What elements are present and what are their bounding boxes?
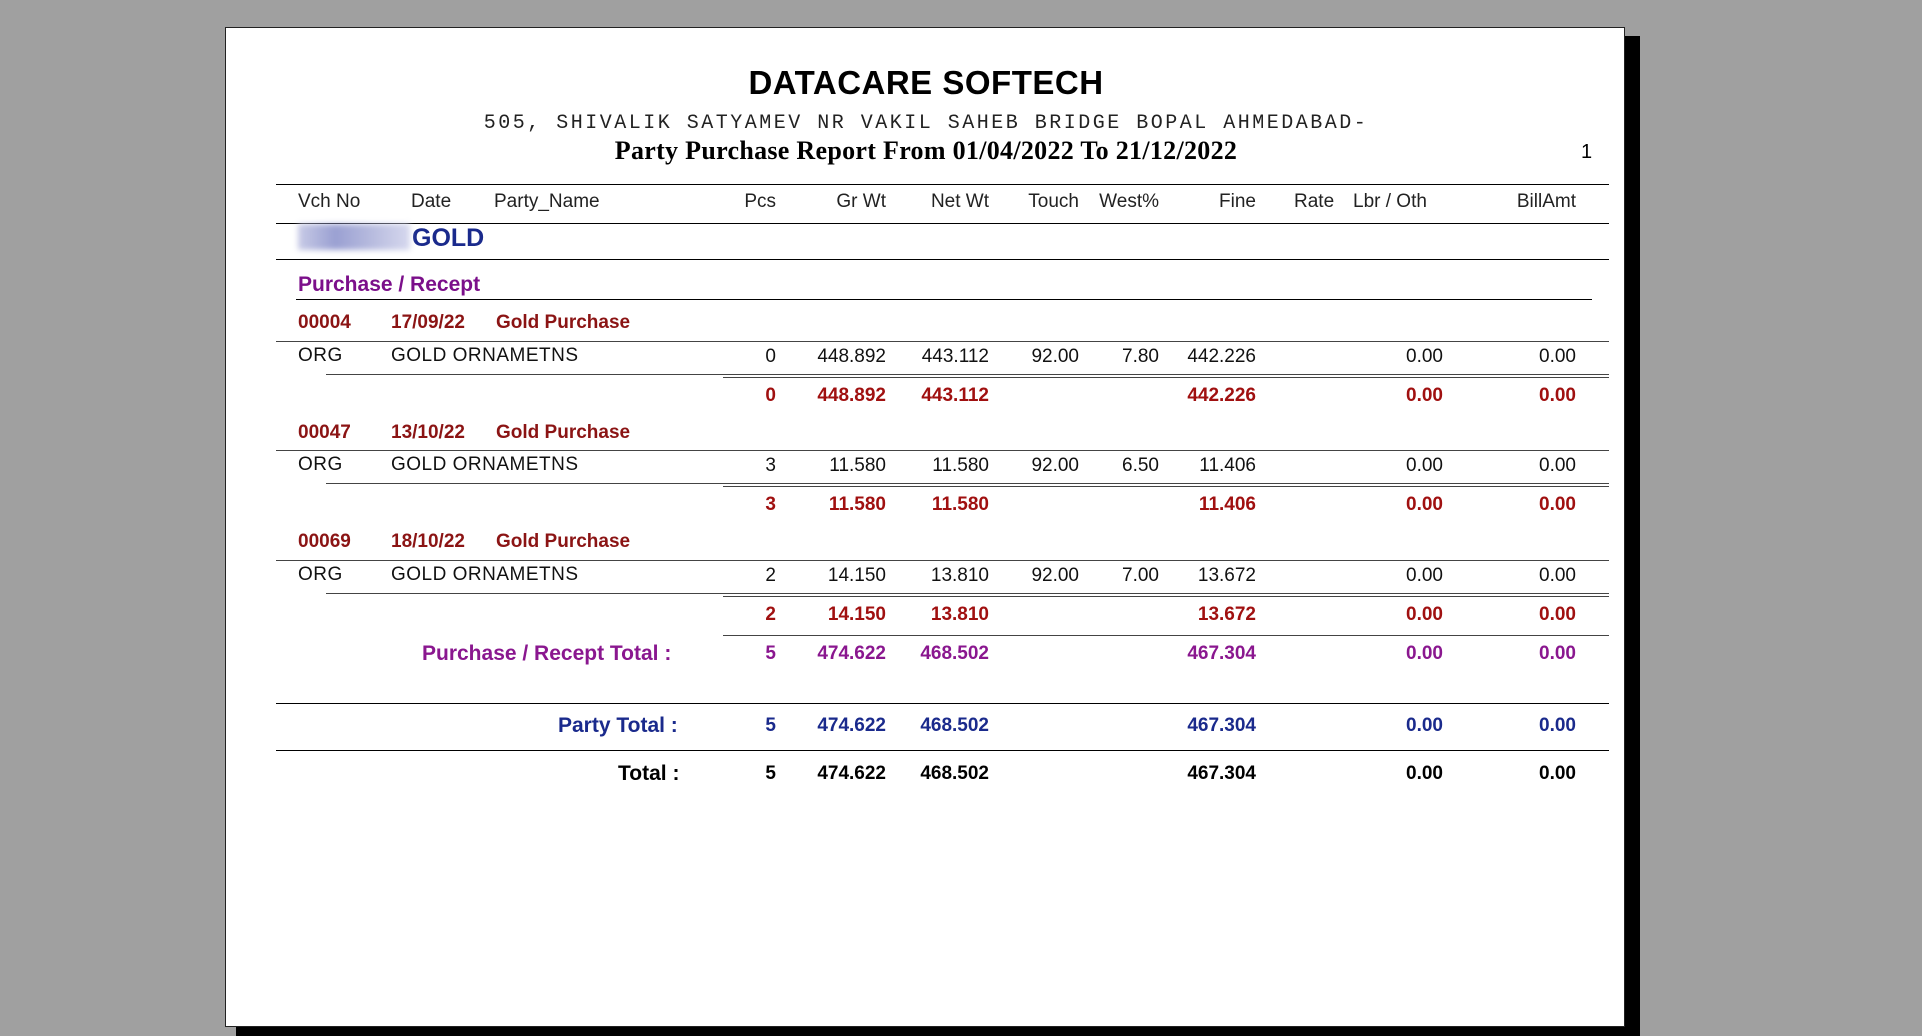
col-west: West% bbox=[1099, 191, 1159, 212]
item-fine: 13.672 bbox=[1197, 565, 1256, 586]
subtotal-lbr-oth: 0.00 bbox=[1406, 494, 1443, 515]
item-pcs: 3 bbox=[765, 455, 776, 476]
redacted-name bbox=[298, 224, 410, 250]
subtotal-net-wt: 11.580 bbox=[931, 494, 989, 515]
item-bill-amt: 0.00 bbox=[1539, 346, 1576, 367]
grand-total-net-wt: 468.502 bbox=[920, 763, 989, 784]
group-total-gr-wt: 474.622 bbox=[817, 643, 886, 664]
subtotal-gr-wt: 11.580 bbox=[828, 494, 886, 515]
subtotal-pcs: 3 bbox=[765, 494, 776, 515]
item-touch: 92.00 bbox=[1031, 565, 1079, 586]
item-code: ORG bbox=[298, 454, 343, 475]
party-name-suffix: GOLD bbox=[412, 224, 485, 252]
subtotal-rule bbox=[723, 596, 1609, 597]
item-name: GOLD ORNAMETNS bbox=[391, 564, 579, 585]
item-name: GOLD ORNAMETNS bbox=[391, 345, 579, 366]
subtotal-rule bbox=[723, 377, 1609, 378]
subtotal-fine: 13.672 bbox=[1197, 604, 1256, 625]
item-name: GOLD ORNAMETNS bbox=[391, 454, 579, 475]
group-total-label: Purchase / Recept Total : bbox=[422, 642, 672, 665]
item-touch: 92.00 bbox=[1031, 455, 1079, 476]
item-net-wt: 13.810 bbox=[930, 565, 989, 586]
item-fine: 11.406 bbox=[1199, 455, 1256, 476]
report-page bbox=[225, 27, 1625, 1027]
voucher-date: 13/10/22 bbox=[391, 422, 465, 443]
item-pcs: 0 bbox=[765, 346, 776, 367]
col-date: Date bbox=[411, 191, 452, 212]
subtotal-net-wt: 443.112 bbox=[921, 385, 989, 406]
voucher-rule bbox=[276, 560, 1609, 561]
col-fine: Fine bbox=[1219, 191, 1256, 212]
party-name bbox=[298, 224, 484, 253]
item-west: 7.00 bbox=[1122, 565, 1159, 586]
voucher-number: 00047 bbox=[298, 422, 351, 443]
grand-total-gr-wt: 474.622 bbox=[817, 763, 886, 784]
subtotal-gr-wt: 14.150 bbox=[827, 604, 886, 625]
grand-total-fine: 467.304 bbox=[1187, 763, 1256, 784]
voucher-rule bbox=[276, 341, 1609, 342]
item-net-wt: 443.112 bbox=[921, 346, 989, 367]
group-total-lbr-oth: 0.00 bbox=[1406, 643, 1443, 664]
party-total-gr-wt: 474.622 bbox=[817, 715, 886, 736]
subtotal-gr-wt: 448.892 bbox=[817, 385, 886, 406]
subtotal-bill-amt: 0.00 bbox=[1539, 604, 1576, 625]
party-rule bbox=[276, 259, 1609, 260]
item-bill-amt: 0.00 bbox=[1539, 565, 1576, 586]
grand-total-label: Total : bbox=[618, 762, 680, 785]
subtotal-rule bbox=[723, 486, 1609, 487]
party-total-label: Party Total : bbox=[558, 714, 678, 737]
subtotal-pcs: 2 bbox=[765, 604, 776, 625]
item-west: 7.80 bbox=[1122, 346, 1159, 367]
group-total-rule bbox=[723, 635, 1609, 636]
subtotal-bill-amt: 0.00 bbox=[1539, 494, 1576, 515]
group-rule bbox=[296, 299, 1592, 300]
item-lbr-oth: 0.00 bbox=[1406, 565, 1443, 586]
item-rule bbox=[326, 593, 1609, 594]
subtotal-fine: 442.226 bbox=[1187, 385, 1256, 406]
grand-total-pcs: 5 bbox=[765, 763, 776, 784]
col-party-name: Party_Name bbox=[494, 191, 600, 212]
party-total-net-wt: 468.502 bbox=[920, 715, 989, 736]
grand-total-lbr-oth: 0.00 bbox=[1406, 763, 1443, 784]
group-total-fine: 467.304 bbox=[1187, 643, 1256, 664]
item-bill-amt: 0.00 bbox=[1539, 455, 1576, 476]
item-west: 6.50 bbox=[1122, 455, 1159, 476]
col-touch: Touch bbox=[1028, 191, 1079, 212]
company-address: 505, SHIVALIK SATYAMEV NR VAKIL SAHEB BRIDGE BOPAL AHMEDABAD- bbox=[483, 112, 1369, 135]
item-rule bbox=[326, 483, 1609, 484]
subtotal-lbr-oth: 0.00 bbox=[1406, 604, 1443, 625]
report-title: Party Purchase Report From 01/04/2022 To 21/12/2022 bbox=[614, 136, 1238, 165]
col-gr-wt: Gr Wt bbox=[836, 191, 886, 212]
group-total-net-wt: 468.502 bbox=[920, 643, 989, 664]
item-fine: 442.226 bbox=[1187, 346, 1256, 367]
item-gr-wt: 11.580 bbox=[829, 455, 886, 476]
item-touch: 92.00 bbox=[1031, 346, 1079, 367]
col-pcs: Pcs bbox=[744, 191, 776, 212]
party-total-lbr-oth: 0.00 bbox=[1406, 715, 1443, 736]
group-total-bill-amt: 0.00 bbox=[1539, 643, 1576, 664]
grand-total-bill-amt: 0.00 bbox=[1539, 763, 1576, 784]
item-code: ORG bbox=[298, 345, 343, 366]
party-total-bill-amt: 0.00 bbox=[1539, 715, 1576, 736]
subtotal-bill-amt: 0.00 bbox=[1539, 385, 1576, 406]
subtotal-lbr-oth: 0.00 bbox=[1406, 385, 1443, 406]
voucher-type: Gold Purchase bbox=[496, 422, 631, 443]
item-gr-wt: 448.892 bbox=[817, 346, 886, 367]
item-pcs: 2 bbox=[765, 565, 776, 586]
item-net-wt: 11.580 bbox=[932, 455, 989, 476]
item-code: ORG bbox=[298, 564, 343, 585]
col-vch-no: Vch No bbox=[298, 191, 361, 212]
voucher-type: Gold Purchase bbox=[496, 531, 631, 552]
group-name: Purchase / Recept bbox=[298, 273, 481, 296]
item-lbr-oth: 0.00 bbox=[1406, 455, 1443, 476]
voucher-type: Gold Purchase bbox=[496, 312, 631, 333]
subtotal-fine: 11.406 bbox=[1198, 494, 1256, 515]
col-lbr-oth: Lbr / Oth bbox=[1353, 191, 1427, 212]
subtotal-net-wt: 13.810 bbox=[930, 604, 989, 625]
item-lbr-oth: 0.00 bbox=[1406, 346, 1443, 367]
group-total-pcs: 5 bbox=[765, 643, 776, 664]
company-name: DATACARE SOFTECH bbox=[748, 64, 1104, 101]
party-total-rule bbox=[276, 703, 1609, 704]
party-total-pcs: 5 bbox=[765, 715, 776, 736]
col-net-wt: Net Wt bbox=[930, 191, 989, 212]
subtotal-pcs: 0 bbox=[765, 385, 776, 406]
voucher-number: 00004 bbox=[298, 312, 351, 333]
col-rate: Rate bbox=[1294, 191, 1335, 212]
item-gr-wt: 14.150 bbox=[827, 565, 886, 586]
col-bill-amt: BillAmt bbox=[1516, 191, 1576, 212]
item-rule bbox=[326, 374, 1609, 375]
header-top-rule bbox=[276, 184, 1609, 185]
page-number: 1 bbox=[1581, 141, 1593, 163]
voucher-number: 00069 bbox=[298, 531, 351, 552]
voucher-date: 17/09/22 bbox=[391, 312, 465, 333]
voucher-date: 18/10/22 bbox=[391, 531, 465, 552]
voucher-rule bbox=[276, 450, 1609, 451]
party-total-fine: 467.304 bbox=[1187, 715, 1256, 736]
grand-total-rule bbox=[276, 750, 1609, 751]
